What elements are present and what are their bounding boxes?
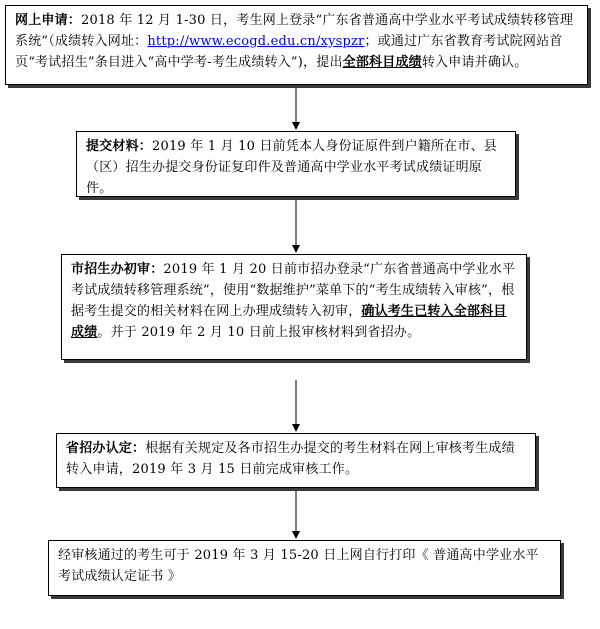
transfer-url-link[interactable]: http://www.ecogd.edu.cn/xyspzr — [147, 34, 365, 49]
emphasis-all-subjects: 全部科目成绩 — [342, 55, 422, 70]
step-text-cont: ；或通过广东省教育考试院网站首页“考试招生”条目进入“高中学考-考生成绩转入”)，提出 — [15, 34, 563, 70]
step-provincial-confirmation — [56, 433, 536, 488]
step-text: 经审核通过的考生可于 2019 年 3 月 15-20 日上网自行打印《 普通高中学业水平考试成绩认定证书 》 — [58, 548, 539, 584]
step-city-preliminary-review — [61, 254, 527, 360]
step-label: 市招生办初审： — [71, 262, 164, 277]
step-text-end: 。并于 2019 年 2 月 10 日前上报审核材料到省招办。 — [97, 325, 421, 340]
step-print-certificate — [48, 540, 561, 596]
step-text: 2019 年 1 月 10 日前凭本人身份证原件到户籍所在市、县（区）招生办提交身份证复印件及普通高中学业水平考试成绩证明原件。 — [86, 139, 497, 196]
step-text: 根据有关规定及各市招生办提交的考生材料在网上审核考生成绩转入申请，2019 年 3 月 15 日前完成审核工作。 — [66, 441, 515, 477]
step-label: 网上申请： — [15, 13, 82, 28]
step-label: 省招办认定： — [66, 441, 146, 456]
step-text: 2018 年 12 月 1-30 日，考生网上登录“广东省普通高中学业水平考试成绩转移管理系统”（成绩转入网址： — [15, 13, 574, 49]
step-submit-materials — [76, 131, 516, 197]
emphasis-confirm-transfer: 确认考生已转入全部科目成绩 — [71, 304, 507, 340]
step-text: 2019 年 1 月 20 日前市招办登录“广东省普通高中学业水平考试成绩转移管理系统”，使用“数据维护”菜单下的“考生成绩转入审核”，根据考生提交的相关材料在网上办理成绩转入初审， — [71, 262, 516, 319]
step-label: 提交材料： — [86, 139, 153, 154]
step-online-application — [5, 5, 588, 85]
step-text-end: 转入申请并确认。 — [421, 55, 528, 70]
